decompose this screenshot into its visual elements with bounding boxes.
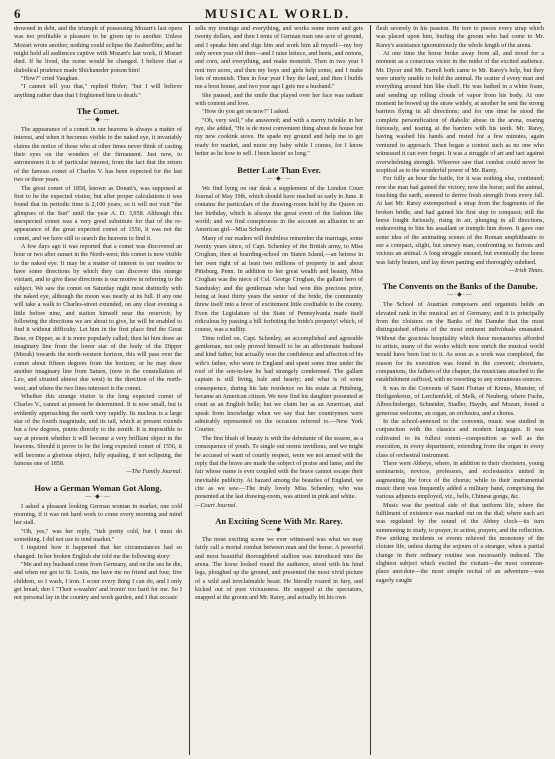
paragraph: It was in the Convents of Saint Florian of Krems, Munster, of Heiligenkreuz, of Lerchenfeld, of Melk, of Neuberg, where Fuchs, Albrechtsberger, Schneider, Stadler, Haydn, and Mozart, found a generous welcome, an organ, an orchestra, and a chorus. [376, 385, 544, 417]
article-heading-rarey: An Exciting Scene With Mr. Rarey. [215, 515, 343, 526]
paragraph: flesh severely in his passion. He tore to pieces every strap which was placed upon him, hurling the groom who had come to Mr. Rarey's assistance ignominiously the whole length of the arena. [376, 26, 544, 49]
ornament-divider: —·◆·— [447, 292, 473, 299]
article-heading-comet: The Comet. [76, 106, 120, 117]
paragraph: The School of Austrian composers and organists holds an elevated rank in the musical art of Germany; and it is principally from the cloisters on the Banks of the Danube that the most distinguished efforts of the most eminent individuals emanated. Without the gracious hospitality which these monasteries afforded to artists, many of the works which now enrich the musical world would have been lost to it. As soon as a work was completed, the reason for its execution was found in the convent; choristers, companions, the fathers of the chapter, the musicians attached to the establishment sufficed, with no resorting to any extraneous sources. [376, 302, 544, 384]
paragraph: "Oh, yes," was her reply, "tish pretty cold, but I must do something. I did not use to tend market." [14, 528, 182, 543]
paragraph: A few days ago it was reported that a comet was discovered an hour or two after sunset in the North-west; this comet is now visible to the naked eye. It may be a matter of interest to our readers to have some directions by which they can discover this strange visitant, and to give these directions is our motive in referring to the subject. We saw the comet on Saturday night most distinctly with the naked eye, although the moon was nearly at its full. If any one will take a walk to Charles-street extended, on any clear evening a little before nine, and station himself near the reservoir, by following the directions we are about to give, he will be enabled to find it without difficulty. Let him in the first place find the Great Bear, or Dipper, as it is more popularly called; then let him draw an imaginary line from the lower star of the body of the Dipper (Merak) towards the north-western horizon, this will pass over the comet about fifteen degrees from the horizon; or he may draw another imaginary line from Saturn, (now in the constellation of Leo, and situated almost due west) in the direction of the north-west, and where the two lines intersect is the comet. [14, 243, 182, 392]
ornament-divider: —·◆·— [266, 526, 292, 533]
page-header [14, 6, 541, 20]
paragraph: She paused, and the smile that played over her face was radiant with content and love. [195, 92, 363, 108]
column-right [376, 25, 544, 757]
paragraph: The most exciting scene we ever witnessed was what we may fairly call a mortal combat between man and the horse. A powerful and most beautiful thoroughbred stallion was introduced into the arena. The horse looked round the audience, stood with his hind legs, ploughed up the ground, and presented the most vivid picture of a wild and irreclaimable beast. He literally roared in fury, and kicked out of pure viciousness. He snapped at the spectators, snapped at the groom and Mr. Rarey, and actually bit his own [195, 536, 363, 602]
column-left [14, 25, 182, 757]
column-rule-right [370, 25, 371, 755]
paragraph: "How?" cried Vaughan. [21, 76, 79, 83]
article-source: —The Family Journal. [126, 469, 182, 476]
column-rule-left [189, 25, 190, 755]
paragraph: Many of our readers will doubtless remember the marriage, some twenty years since, of Capt. Schenley of the British army, to Miss Croghan, then at boarding-school on Staten Island,—an heiress in her own right of at least two millions of property in and about Pittsburg, Penn. In addition to her great wealth and beauty, Miss Croghan was the niece of Col. George Croghan, the gallant hero of Sandusky; and the gentleman who had won this precious prize, being at least thirty years the senior of the bride, the community threw itself into a fever of excitement little creditable to the county. Even the Legislature of the State of Pennsylvania made itself ridiculous by passing a bill forfeiting the bride's property! which, of course, was a nullity. [195, 235, 363, 334]
paragraph: "How do you get on now?" I asked. [202, 109, 290, 116]
paragraph: We find lying on our desk a supplement of the London Court Journal of May 19th, which should have reached us early in June. It contains the particulars of the drawing-room held by the Queen on her birthday, which is always the great event of the fashion like world; and we find conspicuous in the account an allusion to an American girl—Miss Schenley. [195, 185, 363, 234]
paragraph: In the school-annexed to the convents, music was studied in conjunction with the classics and modern languages. It was cultivated to its fullest extent—composition as well as the execution, in every department, extending from the organ to every class of orchestral instrument. [376, 419, 544, 459]
paragraph: The great comet of 1858, known as Donati's, was supposed at first to be the expected visitor, but after proper calculations it was found that its periodic time is 2,100 years, so it will not visit "the glimpses of the Sun" until the year A. D. 3,958. Although this unexpected comet was a very good substitute for that of the re-appearance of the great expected comet of 1556, it was not the comet, and we have still to search the heavens to find it. [14, 185, 182, 242]
paragraph: At one time the horse broke away from all, and stood for a moment as a conscious victor in the midst of the excited audience. Mr. Dycer and Mr. Farrell both came to Mr. Rarey's help, but they were utterly unable to hold the animal. He scatter d every man and everything around him like chaff. He was bathed in a white foam, and sending up rolling clouds of vapor from his body. At one moment he bowed up the straw widely, at another he sent the strong barriers flying in all directions; and for one time he stood the complete personification of diabolic abuse in the arena, roaring furiously, and tearing at the barriers with his teeth. Mr. Rarey, having washed his hands and rested for a few minutes, again ventured to approach. Then began a contest such as no one who witnessed it can ever forget. It was a struggle of art and tact against overwhelming strength. Whoever saw that combat could never be sceptical as to the wonderful power of Mr. Rarey. [376, 51, 544, 174]
paragraph: The appearance of a comet in our heavens is always a matter of interest, and when it becomes visible to the naked eye, it invariably claims the notice of those who at other times never think of casting their eyes on the wonders of the firmament. Just now, to astronomers it is of particular interest, from the fact that the return of the famous comet of Charles V. has been expected for the last two or three years. [14, 127, 182, 184]
paragraph: "Oh, very well," she answered; and with a merry twinkle in her eye, she added, "He is de most convenient thing about de house but my new cookink stove. He spade my ground and help me to get ready for market, and nurse my baby while I comes, for I know better as he how to sell. I been knoin' so long." [195, 117, 363, 158]
article-heading-better-late: Better Late Than Ever. [237, 164, 321, 175]
paragraph: Music was the poetical side of that uniform life, where the fulfilment of existence was marked out on the dial; where each act was regulated by the sound of the Abbey clock—its turn summoning to study, to prayer, to action, prayers, and the reflection. Few striking incidents or events relieved the monotony of the cloister life, unless during the sojourn of a stranger, when a partial change in their ordinary routine was necessarily induced. The slightest subject which excited the visitant—the most common-place anecdote—the most simple recital of an adventure—was eagerly caught [376, 502, 544, 584]
paragraph: For fully an hour the battle, for it was nothing else, continued; now the man had gained the victory, now the horse; and the animal, touching the earth, seemed to derive fresh strength from every fall. At last Mr. Rarey extemporised a strap from the fragments of the broken bridle, and had gained his first step to conquest; still the horse fought furiously, rising in air, plunging in all directions, endeavoring to bite his assailant or trample him down. It gave one some idea of the animating scenes of the Roman amphitheatre to see a compact, slight, but sinewy man, confronting so furious and vicious an animal. A long struggle ensued, but eventually the horse was fairly beaten, and lay down panting and thoroughly subdued. [376, 176, 544, 266]
article-source: —Court Journal. [195, 502, 237, 509]
article-heading-german-woman: How a German Woman Got Along. [34, 482, 162, 493]
ornament-divider: —·◆·— [266, 175, 292, 182]
ornament-divider: —·◆·— [85, 493, 111, 500]
article-source: —Irish Times. [509, 267, 544, 274]
paragraph: The first blush of beauty is with the debutante of the season, as a consequence of youth. To single out seems invidious, and we might be accused of want of courtly respect, were we not armed with the reply that the brave are made the subject of praise and fame, and the fair whose name is ever coupled with the brave cannot escape their inevitable publicity. At hazard among the beauties of England, we cite as we saw.—The truly lovely Miss Schenley, who was presented at the last drawing-room, was attired in pink and white. [195, 435, 363, 501]
paragraph: I inquired how it happened that her circumstances had so changed. In her broken English she told me the following story: [14, 545, 182, 560]
paragraph: There were Abbeys, where, in addition to their choristers, young seminarists, novices, professors, and ecclesiastics united in augmenting the force of the chorus; while to their instrumental music there was frequently added a military band, comprising the various adjuncts employed, viz., bells, Chinese gongs, &c. [376, 460, 544, 501]
page-number: 6 [14, 6, 21, 21]
paragraph: drowned in debt, and the triumph of possessing Mozart's last opera was too profitable a pleasure to be given up to another. Unless Mozart wrote another, nothing could eclipse the Zauberflöte; and he might hold all audiences captive with Mozart's last work, if Mozart died. If he lived, the scene would be changed. I believe that a diabolical prudence made Shickaneder poison him! [14, 26, 182, 74]
paragraph: sells my ironings and everything, and works some more and gets twenty dollars, and then I rents of German man one acre of ground, and I speaks him and digs him and work him all myself—my boy only seven year old then—and I raise lettuce, and beets, and onions, and corn, and everything, and make moneish. Then in two year I rent two acres, and then my boys and girls help some, and I make lots of moneish. Then in four year I buy the land, and then I builds me a boot house, and two year ago I gets me a husband." [195, 26, 363, 91]
paragraph: "I cannot tell you that," replied Hofer; "but I will believe anything rather than that I frightened him to death." [14, 84, 182, 99]
paragraph: Time rolled on. Capt. Schenley, an accomplished and agreeable gentleman, not only proved himself to be an affectionate husband and kind father, but actually won the confidence and affection of his wife's father, who went to England and spent some time under the roof of the son-in-law he had strangely condemned. The gallant captain is still living, hale and hearty; and what is of some consequence, during his late residence on his estate at Pittsburg, became an American citizen. We now find his daughter presented at court as an English belle; but we claim her as an American, and speak from knowledge when we say that her countrymen were admirably represented on the occasion referred to.—New York Courier. [195, 335, 363, 434]
article-heading-danube: The Convents on the Banks of the Danube. [382, 281, 538, 292]
ornament-divider: —·◆·— [85, 117, 111, 124]
masthead-title: MUSICAL WORLD. [204, 6, 351, 21]
column-middle [195, 25, 363, 757]
paragraph: I asked a pleasant looking German woman in market, one cold morning, if it was not hard work to come every morning and mind her stall. [14, 503, 182, 527]
header-rule [14, 22, 541, 23]
paragraph: "Me and my husband come from Germany, and on the sea he die, and when me got to St. Louis, me have me no friend and four, five children, so I wash, I iron. I scour every thing I can do, and I only get bread; den I "Their s-washin' and ironin' too hard for me. So I not personal lay in the country and work garden, and I that occasic [14, 561, 182, 602]
paragraph: Whether this strange visitor is the long expected comet of Charles V., cannot at present be determined. It is now small, but is evidently approaching the earth very rapidly. Its nucleus is a large star of the fourth magnitude, and its tail, which at present extends but a few degrees, points directly to the zenith. It is impossible to say at present whether it will become a very brilliant object in the heavens. Should it prove to be the long expected comet of 1556, it will become a glorious object, fully equaling, if not eclipsing, the famous one of 1858. [14, 394, 182, 467]
